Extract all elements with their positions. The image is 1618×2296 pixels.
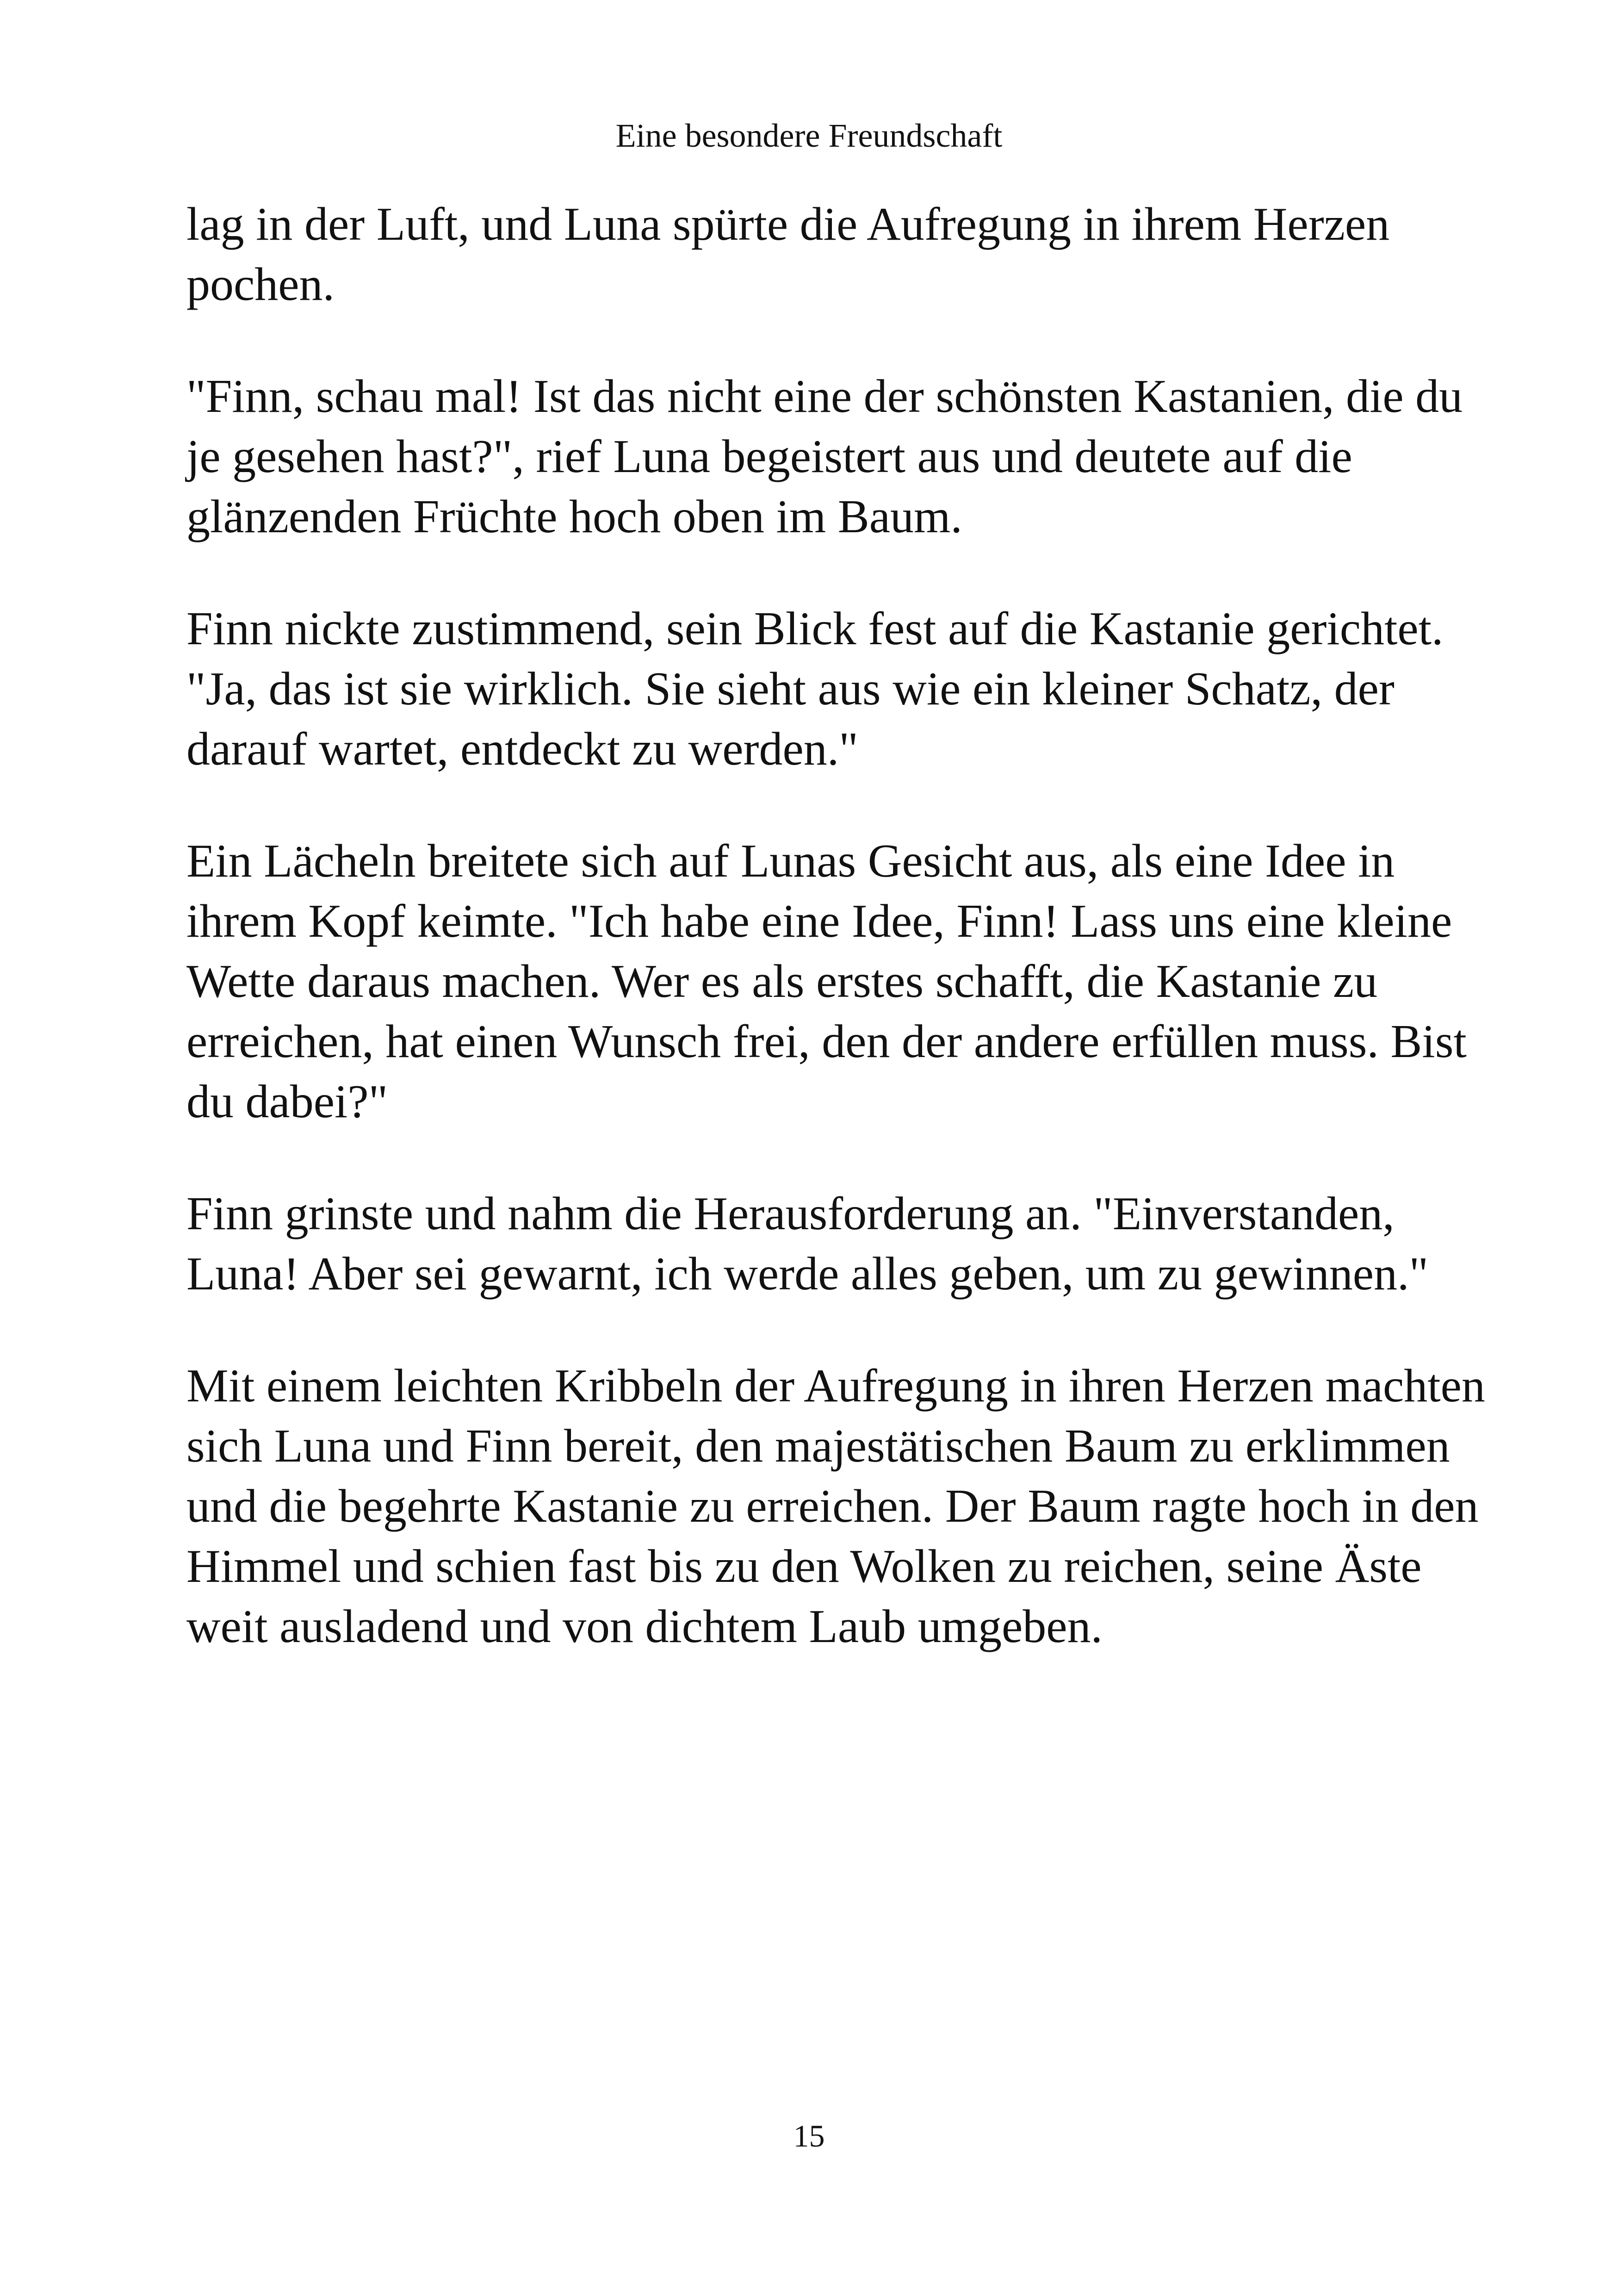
paragraph: Finn nickte zustimmend, sein Blick fest auf die Kastanie gerichtet. "Ja, das ist sie wirklich. Sie sieht aus wie ein kleiner Schatz, der darauf wartet, entdeckt zu werden." <box>186 603 1444 775</box>
paragraph: Finn grinste und nahm die Herausforderung an. "Einverstanden, Luna! Aber sei gewarnt, ich werde alles geben, um zu gewinnen." <box>186 1188 1429 1300</box>
paragraph: Mit einem leichten Kribbeln der Aufregung in ihren Herzen machten sich Luna und Finn bereit, den majestätischen Baum zu erklimmen und die begehrte Kastanie zu erreichen. Der Baum ragte hoch in den Himmel und schien fast bis zu den Wolken zu reichen, seine Äste weit ausladend und von dichtem Laub umgeben. <box>186 1360 1485 1653</box>
page-number: 15 <box>793 2118 825 2153</box>
running-header: Eine besondere Freundschaft <box>615 117 1003 154</box>
body-text <box>186 194 1491 1709</box>
paragraph: "Finn, schau mal! Ist das nicht eine der schönsten Kastanien, die du je gesehen hast?", rief Luna begeistert aus und deutete auf die glänzenden Früchte hoch oben im Baum. <box>186 370 1463 543</box>
paragraph: Ein Lächeln breitete sich auf Lunas Gesicht aus, als eine Idee in ihrem Kopf keimte. "Ich habe eine Idee, Finn! Lass uns eine kleine Wette daraus machen. Wer es als erstes schafft, die Kastanie zu erreichen, hat einen Wunsch frei, den der andere erfüllen muss. Bist du dabei?" <box>186 835 1467 1128</box>
paragraph: lag in der Luft, und Luna spürte die Aufregung in ihrem Herzen pochen. <box>186 198 1390 311</box>
